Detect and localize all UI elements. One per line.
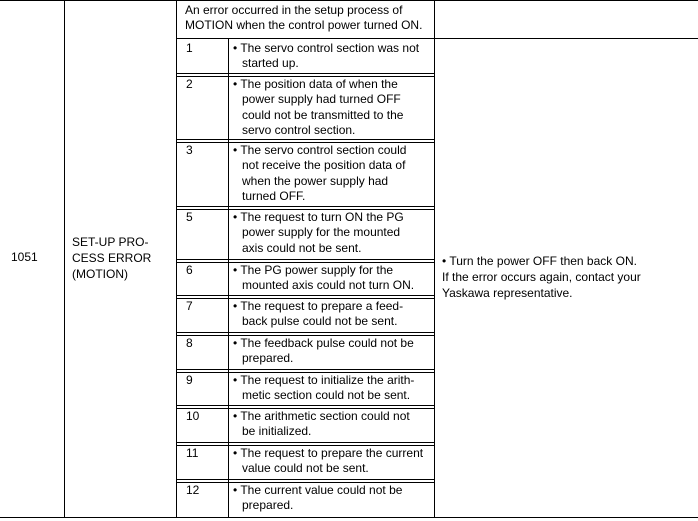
- cause-text-line: could not be transmitted to the: [242, 107, 404, 122]
- cause-text-line: • The servo control section could: [233, 143, 407, 157]
- cause-text-line: back pulse could not be sent.: [242, 314, 398, 329]
- cause-row-separator: [177, 209, 435, 210]
- cause-text-line: prepared.: [242, 351, 294, 366]
- cause-text-line: not receive the position data of: [242, 158, 406, 173]
- cause-number: 10: [186, 409, 200, 423]
- cause-number: 5: [186, 210, 193, 224]
- cause-text-line: • The current value could not be: [233, 483, 403, 497]
- cause-row-separator: [177, 139, 435, 140]
- cause-text-line: • The PG power supply for the: [233, 263, 394, 277]
- cause-row-separator: [177, 335, 435, 336]
- cause-text-line: • The request to turn ON the PG: [233, 210, 404, 224]
- cause-row-separator: [177, 408, 435, 409]
- cause-text-line: • The feedback pulse could not be: [233, 336, 414, 350]
- cause-row-separator: [177, 479, 435, 480]
- cause-row-separator: [177, 445, 435, 446]
- cause-row-separator: [177, 73, 435, 74]
- cause-number: 11: [186, 446, 199, 460]
- cause-text-line: power supply for the mounted: [242, 225, 401, 240]
- cause-row-separator: [177, 405, 435, 406]
- cause-text-line: axis could not be sent.: [242, 240, 362, 255]
- cause-text-line: • The position data of when the: [233, 77, 398, 91]
- error-name-line: CESS ERROR: [72, 251, 152, 265]
- column-divider: [64, 0, 65, 518]
- cause-number: 2: [186, 77, 193, 91]
- cause-row-separator: [177, 262, 435, 263]
- cause-number-divider: [228, 39, 229, 517]
- cause-text-line: turned OFF.: [242, 188, 306, 203]
- cause-row-separator: [177, 259, 435, 260]
- corrective-action-line: Yaskawa representative.: [442, 286, 573, 300]
- cause-row-separator: [177, 372, 435, 373]
- cause-text-line: • The arithmetic section could not: [233, 409, 410, 423]
- cause-text-line: power supply had turned OFF: [242, 92, 401, 107]
- cause-text-line: servo control section.: [242, 122, 356, 137]
- corrective-action-line: • Turn the power OFF then back ON.: [442, 254, 637, 268]
- cause-row-separator: [177, 76, 435, 77]
- error-code: 1051: [11, 250, 38, 264]
- cause-number: 6: [186, 263, 193, 277]
- error-name-line: SET-UP PRO-: [72, 235, 149, 249]
- cause-text-line: prepared.: [242, 498, 294, 513]
- cause-text-line: mounted axis could not turn ON.: [242, 278, 415, 293]
- cause-number: 1: [186, 41, 193, 55]
- cause-text-line: • The request to prepare the current: [233, 446, 424, 460]
- cause-number: 8: [186, 336, 193, 350]
- cause-text-line: started up.: [242, 56, 299, 71]
- cause-row-separator: [177, 142, 435, 143]
- cause-row-separator: [177, 298, 435, 299]
- table-top-border: [0, 0, 698, 1]
- corrective-action-line: If the error occurs again, contact your: [442, 270, 641, 284]
- cause-text-line: when the power supply had: [242, 173, 389, 188]
- cause-number: 12: [186, 483, 200, 497]
- cause-text-line: be initialized.: [242, 424, 312, 439]
- cause-text-line: metic section could not be sent.: [242, 388, 411, 403]
- cause-text-line: • The request to prepare a feed-: [233, 299, 404, 313]
- cause-text-line: • The servo control section was not: [233, 41, 420, 55]
- cause-number: 9: [186, 373, 193, 387]
- cause-row-separator: [177, 206, 435, 207]
- cause-row-separator: [177, 442, 435, 443]
- cause-text-line: value could not be sent.: [242, 461, 369, 476]
- cause-text-line: • The request to initialize the arith-: [233, 373, 415, 387]
- cause-number: 3: [186, 143, 193, 157]
- cause-row-separator: [177, 369, 435, 370]
- error-name-line: (MOTION): [72, 267, 128, 281]
- cause-row-separator: [177, 295, 435, 296]
- cause-row-separator: [177, 332, 435, 333]
- cause-number: 7: [186, 299, 193, 313]
- description-line: MOTION when the control power turned ON.: [185, 18, 423, 32]
- cause-row-separator: [177, 482, 435, 483]
- description-line: An error occurred in the setup process of: [185, 3, 403, 17]
